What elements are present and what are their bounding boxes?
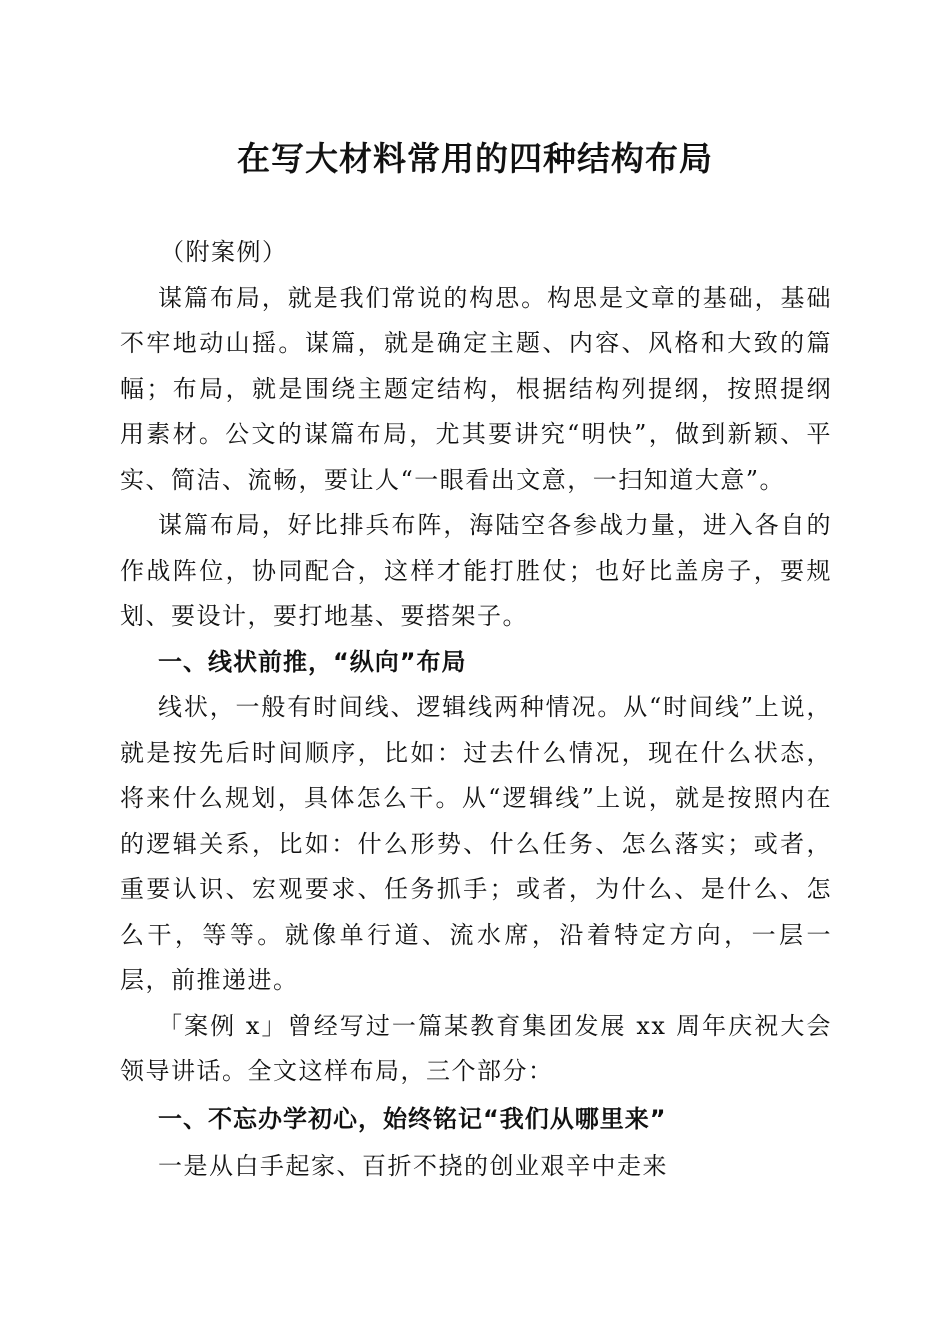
case-heading: 一、不忘办学初心，始终铭记“我们从哪里来”: [158, 1104, 667, 1133]
paragraph: 线状，一般有时间线、逻辑线两种情况。从“时间线”上说，就是按先后时间顺序，比如：过去什么情况，现在什么状态，将来什么规划，具体怎么干。从“逻辑线”上说，就是按照内在的逻辑关系，比如：什么形势、什么任务、怎么落实；或者，重要认识、宏观要求、任务抓手；或者，为什么、是什么、怎么干，等等。就像单行道、流水席，沿着特定方向，一层一层，前推递进。: [120, 693, 832, 994]
paragraph: 谋篇布局，好比排兵布阵，海陆空各参战力量，进入各自的作战阵位，协同配合，这样才能打胜仗；也好比盖房子，要规划、要设计，要打地基、要搭架子。: [120, 511, 832, 630]
case-subheading: 一是从白手起家、百折不挠的创业艰辛中走来: [158, 1152, 668, 1180]
paragraph: 谋篇布局，就是我们常说的构思。构思是文章的基础，基础不牢地动山摇。谋篇，就是确定主题、内容、风格和大致的篇幅；布局，就是围绕主题定结构，根据结构列提纲，按照提纲用素材。公文的谋篇布局，尤其要讲究“明快”，做到新颖、平实、简洁、流畅，要让人“一眼看出文意，一扫知道大意”。: [120, 283, 832, 494]
note-text: （附案例）: [160, 238, 288, 266]
document-title: 在写大材料常用的四种结构布局: [237, 139, 713, 178]
document-body: [120, 230, 832, 1190]
case-paragraph: 「案例 x」曾经写过一篇某教育集团发展 xx 周年庆祝大会领导讲话。全文这样布局，三个部分：: [120, 1011, 832, 1085]
section-heading: 一、线状前推，“纵向”布局: [158, 647, 467, 676]
